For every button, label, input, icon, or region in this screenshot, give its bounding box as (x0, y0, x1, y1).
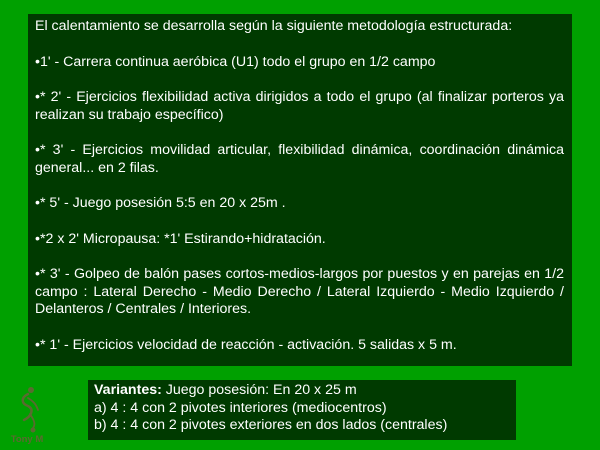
variants-box (88, 380, 516, 440)
list-item: •* 5' - Juego posesión 5:5 en 20 x 25m . (35, 195, 286, 211)
list-item: •* 3' - Golpeo de balón pases cortos-medios-largos por puestos y en parejas en 1/2 campo : Lateral Derecho - Medio Derecho / Lateral Izquierdo - Medio Izquierdo / Delanteros / Centrales / Interiores. (35, 266, 564, 317)
variants-heading (94, 382, 510, 400)
author-name: Tony M (10, 434, 44, 445)
list-item: •* 3' - Ejercicios movilidad articular, flexibilidad dinámica, coordinación dinámica general... en 2 filas. (35, 142, 564, 176)
list-item: •*2 x 2' Micropausa: *1' Estirando+hidratación. (35, 230, 326, 247)
intro-text: El calentamiento se desarrolla según la siguiente metodología estructurada: (35, 18, 513, 34)
soccer-player-icon (6, 384, 48, 434)
list-item: •* 1' - Ejercicios velocidad de reacción - activación. 5 salidas x 5 m. (35, 336, 457, 353)
variants-label: Variantes: (94, 382, 162, 398)
list-item: •1' - Carrera continua aeróbica (U1) todo el grupo en 1/2 campo (35, 53, 436, 70)
variant-option-a: a) 4 : 4 con 2 pivotes interiores (mediocentros) (94, 399, 387, 416)
list-item: •* 2' - Ejercicios flexibilidad activa dirigidos a todo el grupo (al finalizar porteros ya realizan su trabajo específico) (35, 89, 564, 123)
variant-option-b: b) 4 : 4 con 2 pivotes exteriores en dos lados (centrales) (94, 417, 448, 433)
author-logo (6, 384, 48, 448)
variants-title: Juego posesión: En 20 x 25 m (161, 382, 357, 398)
warmup-methodology-box (28, 14, 572, 366)
